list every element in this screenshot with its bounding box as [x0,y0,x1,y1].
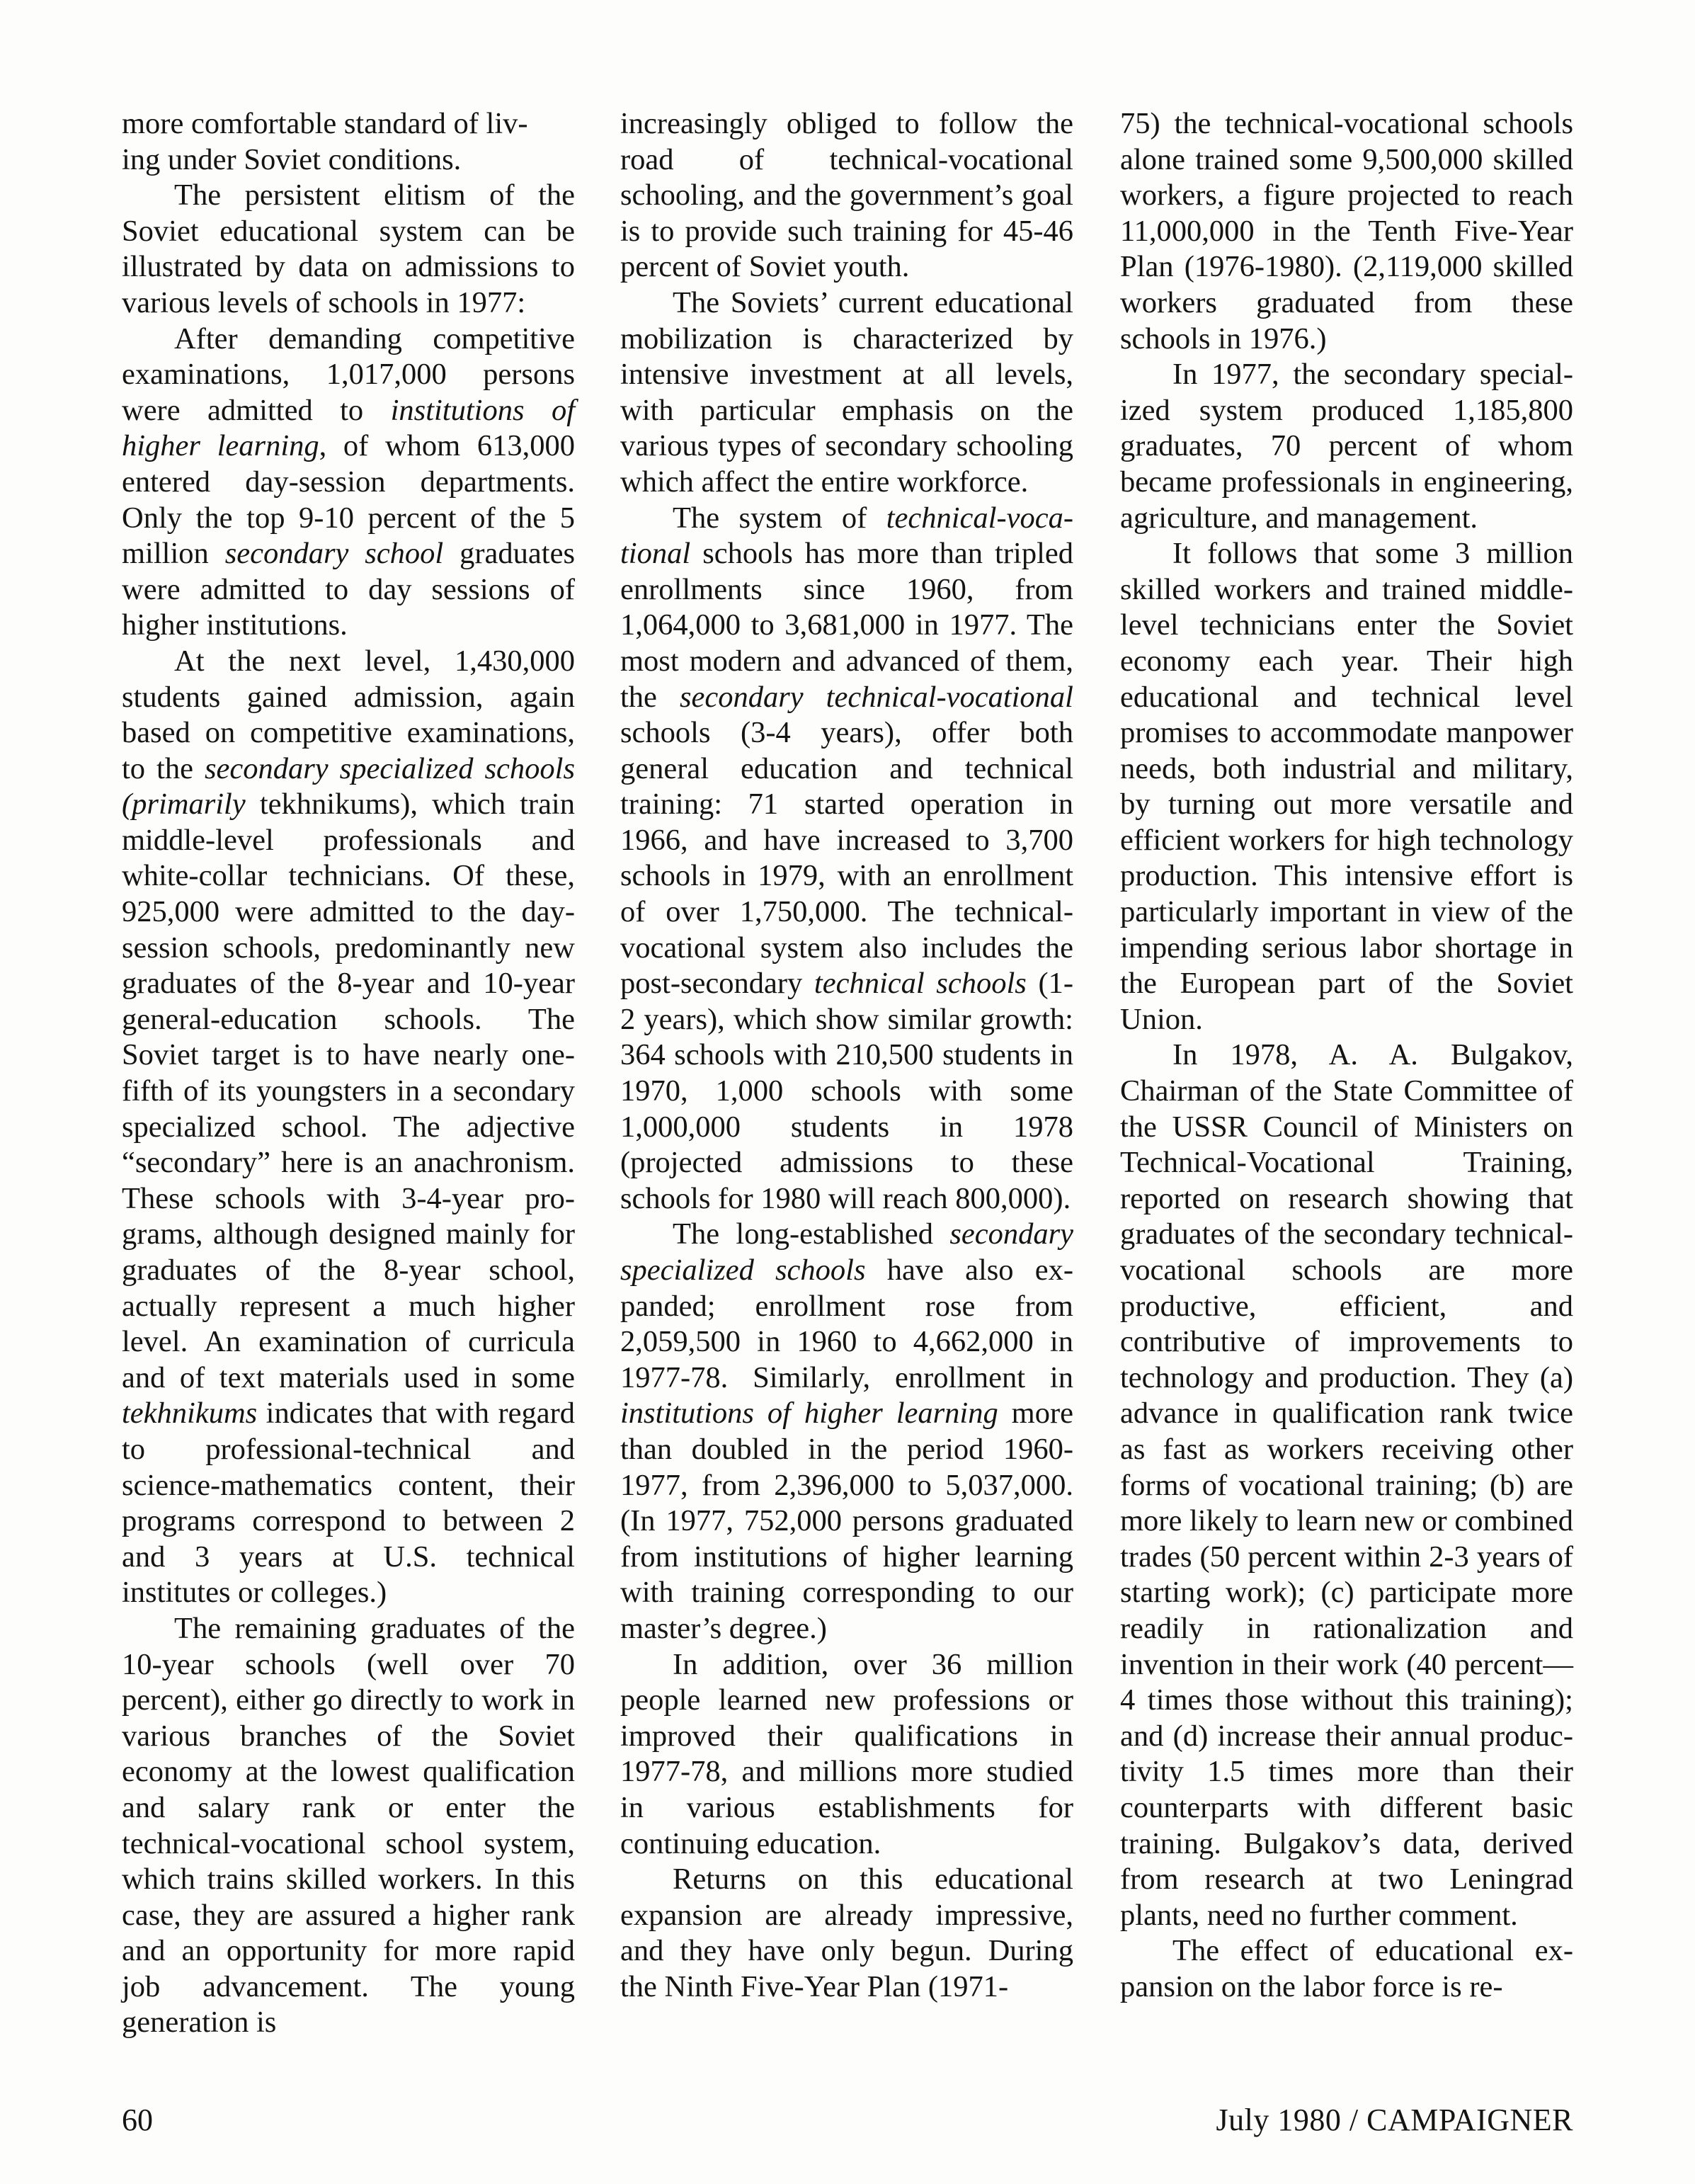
paragraph: increasingly obliged to follow the road of technical-vocational schooling, and the government’s goal is to provide such training for 45-46 percent of Soviet youth. [620,107,1073,284]
text-column-3 [1120,106,1573,2005]
page-number: 60 [122,2103,153,2137]
paragraph: It follows that some 3 million skilled workers and trained middle-level technicians enter the Soviet economy each year. Their high educational and technical level promises to accommodate manpower needs, both industrial and military, by turning out more versatile and efficient workers for high technology production. This intensive effort is particularly important in view of the impending serious labor shortage in the European part of the Soviet Union. [1120,537,1573,1036]
paragraph: The system of technical-vocational schools has more than tripled enrollments since 1960, from 1,064,000 to 3,681,000 in 1977. The most modern and advanced of them, the secondary technical-vocational schools (3-4 years), offer both general education and technical training: 71 started operation in 1966, and have increased to 3,700 schools in 1979, with an enrollment of over 1,750,000. The technical-vocational system also includes the post-secondary technical schools (1-2 years), which show similar growth: 364 schools with 210,500 students in 1970, 1,000 schools with some 1,000,000 students in 1978 (projected admissions to these schools for 1980 will reach 800,000). [620,501,1073,1215]
paragraph: The long-established secondary specialized schools have also expanded; enrollment rose from 2,059,500 in 1960 to 4,662,000 in 1977-78. Similarly, enrollment in institutions of higher learning more than doubled in the period 1960-1977, from 2,396,000 to 5,037,000. (In 1977, 752,000 persons graduated from institutions of higher learning with training corresponding to our master’s degree.) [620,1217,1073,1645]
text-column-2 [620,106,1073,2005]
paragraph: The Soviets’ current educational mobilization is characterized by intensive investment at all levels, with particular emphasis on the various types of secondary schooling which affect the entire workforce. [620,285,1073,499]
paragraph: The persistent elitism of the Soviet educational system can be illustrated by data on admissions to various levels of schools in 1977: [122,178,575,319]
paragraph: After demanding competitive examinations, 1,017,000 persons were admitted to institutions of higher learning, of whom 613,000 entered day-session departments. Only the top 9-10 percent of the 5 million secondary school graduates were admitted to day sessions of higher institutions. [122,322,576,642]
paragraph: Returns on this educational expansion are already impressive, and they have only begun. During the Ninth Five-Year Plan (1971- [620,1862,1073,2003]
paragraph: more comfortable standard of liv- ing under Soviet conditions. [122,107,528,176]
paragraph: The remaining graduates of the 10-year schools (well over 70 percent), either go directly to work in various branches of the Soviet economy at the lowest qualification and salary rank or enter the technical-vocational school system, which trains skilled workers. In this case, they are assured a higher rank and an opportunity for more rapid job advancement. The young generation is [122,1611,575,2040]
paragraph: In 1978, A. A. Bulgakov, Chairman of the State Committee of the USSR Council of Ministers on Technical-Vocational Training, reported on research showing that graduates of the secondary technical-vocational schools are more productive, efficient, and contributive of improvements to technology and production. They (a) advance in qualification rank twice as fast as workers receiving other forms of vocational training; (b) are more likely to learn new or combined trades (50 percent within 2-3 years of starting work); (c) participate more readily in rationalization and invention in their work (40 percent—4 times those without this training); and (d) increase their annual productivity 1.5 times more than their counterparts with different basic training. Bulgakov’s data, derived from research at two Leningrad plants, need no further comment. [1120,1038,1573,1932]
paragraph: The effect of educational expansion on the labor force is re- [1120,1934,1573,2003]
running-head: July 1980 / CAMPAIGNER [1216,2103,1573,2137]
paragraph: 75) the technical-vocational schools alone trained some 9,500,000 skilled workers, a figure projected to reach 11,000,000 in the Tenth Five-Year Plan (1976-1980). (2,119,000 skilled workers graduated from these schools in 1976.) [1120,107,1573,356]
paragraph: At the next level, 1,430,000 students gained admission, again based on competitive examinations, to the secondary specialized schools (primarily tekhnikums), which train middle-level professionals and white-collar technicians. Of these, 925,000 were admitted to the day-session schools, predominantly new graduates of the 8-year and 10-year general-education schools. The Soviet target is to have nearly one-fifth of its youngsters in a secondary specialized school. The adjective “secondary” here is an anachronism. These schools with 3-4-year programs, although designed mainly for graduates of the 8-year school, actually represent a much higher level. An examination of curricula and of text materials used in some tekhnikums indicates that with regard to professional-technical and science-mathematics content, their programs correspond to between 2 and 3 years at U.S. technical institutes or colleges.) [122,644,575,1610]
paragraph: In 1977, the secondary specialized system produced 1,185,800 graduates, 70 percent of whom became professionals in engineering, agriculture, and management. [1120,358,1573,535]
paragraph: In addition, over 36 million people learned new professions or improved their qualifications in 1977-78, and millions more studied in various establishments for continuing education. [620,1647,1073,1860]
text-column-1 [122,106,575,2041]
